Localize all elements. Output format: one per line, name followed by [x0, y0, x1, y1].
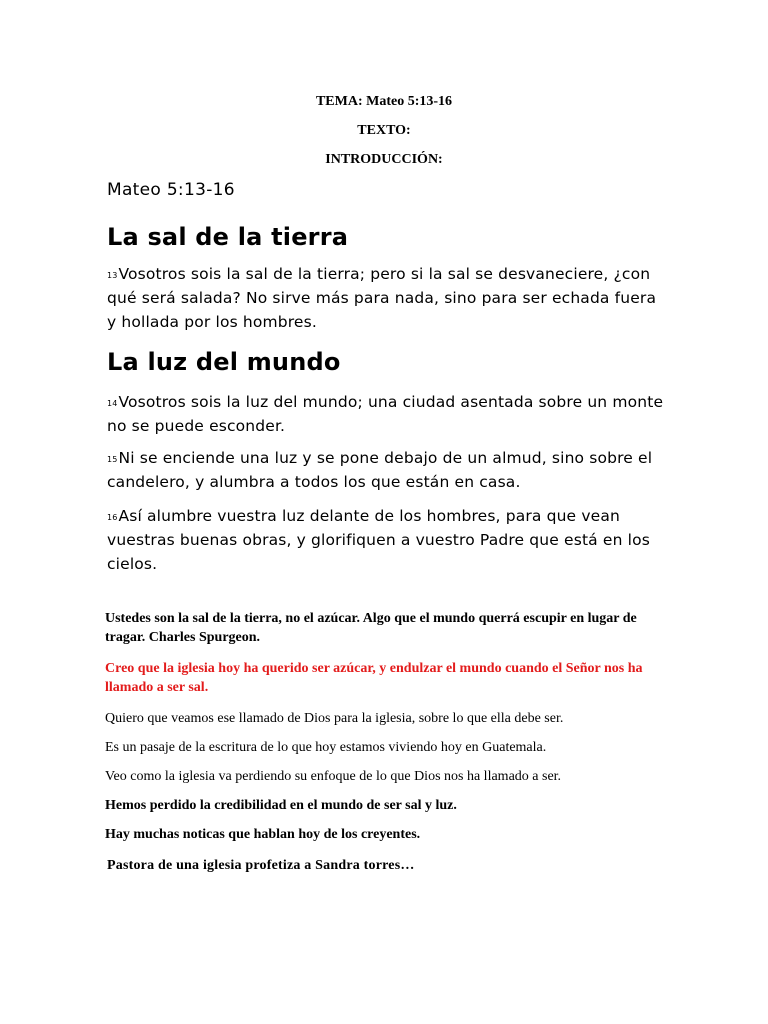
paragraph-1: Quiero que veamos ese llamado de Dios para la iglesia, sobre lo que ella debe ser. — [105, 711, 564, 726]
verse-text: Ni se enciende una luz y se pone debajo de un almud, sino sobre el candelero, y alumbra a todos los que están en casa. — [107, 449, 653, 491]
heading-sal-de-la-tierra: La sal de la tierra — [107, 223, 349, 251]
red-statement: Creo que la iglesia hoy ha querido ser azúcar, y endulzar el mundo cuando el Señor nos ha llamado a ser sal. — [105, 661, 643, 695]
verse-14 — [107, 390, 667, 438]
verse-number: 14 — [107, 399, 118, 408]
paragraph-4: Hemos perdido la credibilidad en el mundo de ser sal y luz. — [105, 798, 457, 813]
paragraph-2: Es un pasaje de la escritura de lo que hoy estamos viviendo hoy en Guatemala. — [105, 740, 547, 755]
texto-line: TEXTO: — [357, 123, 411, 138]
verse-number: 16 — [107, 513, 118, 522]
verse-text: Así alumbre vuestra luz delante de los hombres, para que vean vuestras buenas obras, y glorifiquen a vuestro Padre que está en los cielos. — [107, 507, 650, 573]
verse-13 — [107, 262, 667, 334]
paragraph-5: Hay muchas noticas que hablan hoy de los creyentes. — [105, 827, 421, 842]
verse-16 — [107, 504, 667, 576]
paragraph-6: Pastora de una iglesia profetiza a Sandra torres… — [107, 858, 415, 873]
paragraph-3: Veo como la iglesia va perdiendo su enfoque de lo que Dios nos ha llamado a ser. — [105, 769, 562, 784]
passage-reference: Mateo 5:13-16 — [107, 180, 235, 200]
introduccion-line: INTRODUCCIÓN: — [325, 152, 443, 167]
verse-number: 15 — [107, 455, 118, 464]
verse-15 — [107, 446, 667, 494]
spurgeon-quote: Ustedes son la sal de la tierra, no el azúcar. Algo que el mundo querrá escupir en lugar de tragar. Charles Spurgeon. — [105, 611, 637, 645]
verse-text: Vosotros sois la luz del mundo; una ciudad asentada sobre un monte no se puede esconder. — [107, 393, 664, 435]
heading-luz-del-mundo: La luz del mundo — [107, 348, 341, 376]
verse-number: 13 — [107, 271, 118, 280]
verse-text: Vosotros sois la sal de la tierra; pero si la sal se desvaneciere, ¿con qué será salada? No sirve más para nada, sino para ser echada fuera y hollada por los hombres. — [107, 265, 657, 331]
tema-line: TEMA: Mateo 5:13-16 — [315, 94, 453, 109]
